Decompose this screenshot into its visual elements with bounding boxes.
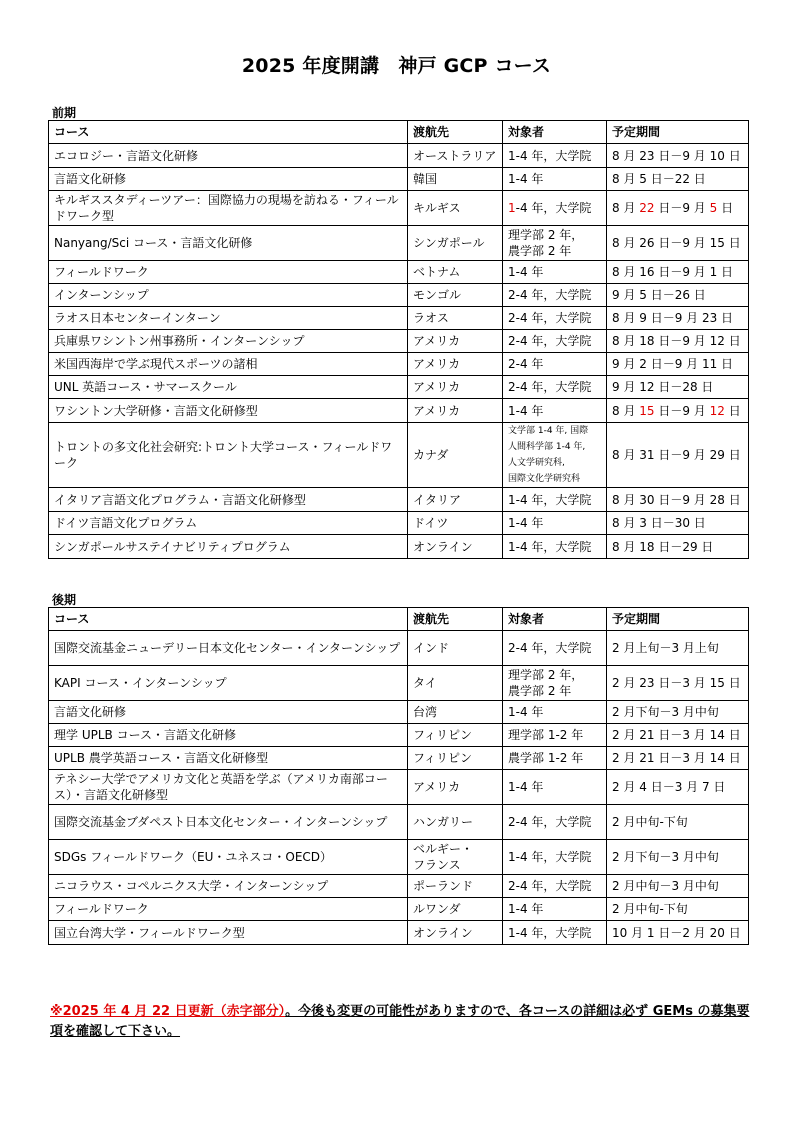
table-row bbox=[49, 701, 749, 724]
target-cell: 理学部 2 年， 農学部 2 年 bbox=[503, 226, 607, 261]
period-cell: 2 月中旬-下旬 bbox=[607, 805, 749, 840]
destination-cell: ポーランド bbox=[408, 875, 503, 898]
period-cell: 2 月下旬－3 月中旬 bbox=[607, 701, 749, 724]
course-cell: エコロジー・言語文化研修 bbox=[49, 144, 408, 168]
page-title: 2025 年度開講 神戸 GCP コース bbox=[241, 55, 552, 77]
header-course: コース bbox=[49, 608, 408, 631]
course-cell: 国際交流基金ニューデリー日本文化センター・インターンシップ bbox=[49, 631, 408, 666]
course-cell: 兵庫県ワシントン州事務所・インターンシップ bbox=[49, 330, 408, 353]
period-cell: 8 月 18 日－9 月 12 日 bbox=[607, 330, 749, 353]
target-cell: 文学部 1-4 年, 国際 人間科学部 1-4 年, 人文学研究科, 国際文化学研究科 bbox=[503, 423, 607, 488]
destination-cell: カナダ bbox=[408, 423, 503, 488]
period-cell: 8 月 16 日－9 月 1 日 bbox=[607, 261, 749, 284]
target-cell: 2-4 年，大学院 bbox=[503, 376, 607, 399]
table-header-row bbox=[49, 121, 749, 144]
section-label-second-term: 後期 bbox=[52, 593, 77, 607]
update-notice-text: 。今後も変更の可能性がありますので、各コースの詳細は必ず GEMs の募集要項を確認して下さい。 bbox=[50, 1004, 750, 1039]
period-cell: 2 月中旬－3 月中旬 bbox=[607, 875, 749, 898]
destination-cell: タイ bbox=[408, 666, 503, 701]
period-cell: 9 月 5 日－26 日 bbox=[607, 284, 749, 307]
period-cell: 8 月 22 日－9 月 5 日 bbox=[607, 191, 749, 226]
destination-cell: ベルギー・ フランス bbox=[408, 840, 503, 875]
destination-cell: アメリカ bbox=[408, 376, 503, 399]
target-cell: 2-4 年，大学院 bbox=[503, 805, 607, 840]
target-cell: 2-4 年，大学院 bbox=[503, 284, 607, 307]
course-cell: フィールドワーク bbox=[49, 898, 408, 921]
course-cell: テネシー大学でアメリカ文化と英語を学ぶ（アメリカ南部コース）・言語文化研修型 bbox=[49, 770, 408, 805]
table-row bbox=[49, 898, 749, 921]
course-cell: インターンシップ bbox=[49, 284, 408, 307]
table-row bbox=[49, 840, 749, 875]
destination-cell: アメリカ bbox=[408, 330, 503, 353]
table-row bbox=[49, 226, 749, 261]
period-cell: 2 月 21 日－3 月 14 日 bbox=[607, 747, 749, 770]
table-row bbox=[49, 921, 749, 945]
header-target: 対象者 bbox=[503, 121, 607, 144]
target-cell: 1-4 年，大学院 bbox=[503, 488, 607, 512]
destination-cell: ドイツ bbox=[408, 512, 503, 535]
target-cell: 1-4 年 bbox=[503, 399, 607, 423]
course-cell: イタリア言語文化プログラム・言語文化研修型 bbox=[49, 488, 408, 512]
period-cell: 8 月 31 日－9 月 29 日 bbox=[607, 423, 749, 488]
header-period: 予定期間 bbox=[607, 121, 749, 144]
table-row bbox=[49, 376, 749, 399]
updated-text: 1 bbox=[508, 201, 516, 215]
period-cell: 2 月上旬－3 月上旬 bbox=[607, 631, 749, 666]
table-row bbox=[49, 805, 749, 840]
target-cell: 1-4 年，大学院 bbox=[503, 840, 607, 875]
header-period: 予定期間 bbox=[607, 608, 749, 631]
table-row bbox=[49, 875, 749, 898]
table-row bbox=[49, 631, 749, 666]
course-cell: UNL 英語コース・サマースクール bbox=[49, 376, 408, 399]
target-cell: 2-4 年，大学院 bbox=[503, 330, 607, 353]
course-cell: UPLB 農学英語コース・言語文化研修型 bbox=[49, 747, 408, 770]
table-row bbox=[49, 399, 749, 423]
period-cell: 2 月 23 日－3 月 15 日 bbox=[607, 666, 749, 701]
target-cell: 1-4 年，大学院 bbox=[503, 191, 607, 226]
target-cell: 2-4 年，大学院 bbox=[503, 875, 607, 898]
update-notice bbox=[50, 1002, 750, 1042]
table-row bbox=[49, 353, 749, 376]
course-cell: 米国西海岸で学ぶ現代スポーツの諸相 bbox=[49, 353, 408, 376]
course-cell: シンガポールサステイナビリティプログラム bbox=[49, 535, 408, 559]
table-row bbox=[49, 284, 749, 307]
course-cell: Nanyang/Sci コース・言語文化研修 bbox=[49, 226, 408, 261]
header-destination: 渡航先 bbox=[408, 121, 503, 144]
target-cell: 1-4 年 bbox=[503, 770, 607, 805]
table-row bbox=[49, 168, 749, 191]
course-cell: 理学 UPLB コース・言語文化研修 bbox=[49, 724, 408, 747]
period-cell: 9 月 2 日－9 月 11 日 bbox=[607, 353, 749, 376]
destination-cell: ラオス bbox=[408, 307, 503, 330]
target-cell: 理学部 2 年， 農学部 2 年 bbox=[503, 666, 607, 701]
target-cell: 1-4 年，大学院 bbox=[503, 535, 607, 559]
period-cell: 8 月 23 日－9 月 10 日 bbox=[607, 144, 749, 168]
destination-cell: キルギス bbox=[408, 191, 503, 226]
table-row bbox=[49, 307, 749, 330]
target-cell: 1-4 年，大学院 bbox=[503, 921, 607, 945]
period-cell: 8 月 18 日－29 日 bbox=[607, 535, 749, 559]
course-cell: ドイツ言語文化プログラム bbox=[49, 512, 408, 535]
course-cell: KAPI コース・インターンシップ bbox=[49, 666, 408, 701]
destination-cell: アメリカ bbox=[408, 353, 503, 376]
section-label-first-term: 前期 bbox=[52, 106, 77, 120]
table-header-row bbox=[49, 608, 749, 631]
table-row bbox=[49, 261, 749, 284]
period-cell: 9 月 12 日－28 日 bbox=[607, 376, 749, 399]
destination-cell: ルワンダ bbox=[408, 898, 503, 921]
target-cell: 1-4 年 bbox=[503, 701, 607, 724]
destination-cell: ベトナム bbox=[408, 261, 503, 284]
updated-text: 15 bbox=[639, 403, 655, 418]
target-cell: 理学部 1-2 年 bbox=[503, 724, 607, 747]
table-row bbox=[49, 770, 749, 805]
destination-cell: アメリカ bbox=[408, 399, 503, 423]
destination-cell: シンガポール bbox=[408, 226, 503, 261]
course-cell: キルギススタディーツアー：国際協力の現場を訪ねる・フィールドワーク型 bbox=[49, 191, 408, 226]
period-cell: 8 月 3 日－30 日 bbox=[607, 512, 749, 535]
target-cell: 2-4 年，大学院 bbox=[503, 631, 607, 666]
table-row bbox=[49, 747, 749, 770]
course-cell: ニコラウス・コペルニクス大学・インターンシップ bbox=[49, 875, 408, 898]
updated-text: 5 bbox=[709, 201, 718, 215]
course-cell: 国際交流基金ブダペスト日本文化センター・インターンシップ bbox=[49, 805, 408, 840]
destination-cell: イタリア bbox=[408, 488, 503, 512]
updated-text: 12 bbox=[709, 403, 725, 418]
target-cell: 1-4 年 bbox=[503, 261, 607, 284]
destination-cell: 韓国 bbox=[408, 168, 503, 191]
target-cell: 2-4 年 bbox=[503, 353, 607, 376]
period-cell: 2 月中旬-下旬 bbox=[607, 898, 749, 921]
target-cell: 1-4 年，大学院 bbox=[503, 144, 607, 168]
target-cell: 1-4 年 bbox=[503, 512, 607, 535]
table-row bbox=[49, 512, 749, 535]
course-cell: 言語文化研修 bbox=[49, 168, 408, 191]
destination-cell: インド bbox=[408, 631, 503, 666]
table-row bbox=[49, 535, 749, 559]
header-target: 対象者 bbox=[503, 608, 607, 631]
table-row bbox=[49, 330, 749, 353]
target-cell: 2-4 年，大学院 bbox=[503, 307, 607, 330]
destination-cell: フィリピン bbox=[408, 747, 503, 770]
destination-cell: 台湾 bbox=[408, 701, 503, 724]
period-cell: 2 月 4 日－3 月 7 日 bbox=[607, 770, 749, 805]
target-cell: 1-4 年 bbox=[503, 168, 607, 191]
course-cell: ワシントン大学研修・言語文化研修型 bbox=[49, 399, 408, 423]
destination-cell: モンゴル bbox=[408, 284, 503, 307]
first-term-table bbox=[48, 120, 749, 559]
period-cell: 2 月下旬－3 月中旬 bbox=[607, 840, 749, 875]
table-row bbox=[49, 724, 749, 747]
target-cell: 1-4 年 bbox=[503, 898, 607, 921]
course-cell: フィールドワーク bbox=[49, 261, 408, 284]
target-cell: 農学部 1-2 年 bbox=[503, 747, 607, 770]
period-cell: 8 月 30 日－9 月 28 日 bbox=[607, 488, 749, 512]
destination-cell: ハンガリー bbox=[408, 805, 503, 840]
table-row bbox=[49, 191, 749, 226]
second-term-table bbox=[48, 607, 749, 945]
destination-cell: オンライン bbox=[408, 921, 503, 945]
course-cell: ラオス日本センターインターン bbox=[49, 307, 408, 330]
course-cell: SDGs フィールドワーク（EU・ユネスコ・OECD） bbox=[49, 840, 408, 875]
table-row bbox=[49, 423, 749, 488]
period-cell: 8 月 5 日－22 日 bbox=[607, 168, 749, 191]
table-row bbox=[49, 144, 749, 168]
destination-cell: アメリカ bbox=[408, 770, 503, 805]
header-course: コース bbox=[49, 121, 408, 144]
period-cell: 8 月 9 日－9 月 23 日 bbox=[607, 307, 749, 330]
course-cell: トロントの多文化社会研究:トロント大学コース・フィールドワーク bbox=[49, 423, 408, 488]
course-cell: 国立台湾大学・フィールドワーク型 bbox=[49, 921, 408, 945]
period-cell: 8 月 15 日－9 月 12 日 bbox=[607, 399, 749, 423]
table-row bbox=[49, 666, 749, 701]
table-row bbox=[49, 488, 749, 512]
period-cell: 8 月 26 日－9 月 15 日 bbox=[607, 226, 749, 261]
destination-cell: フィリピン bbox=[408, 724, 503, 747]
period-cell: 2 月 21 日－3 月 14 日 bbox=[607, 724, 749, 747]
course-cell: 言語文化研修 bbox=[49, 701, 408, 724]
update-notice-date: ※2025 年 4 月 22 日更新（赤字部分） bbox=[50, 1004, 286, 1019]
header-destination: 渡航先 bbox=[408, 608, 503, 631]
updated-text: 22 bbox=[639, 201, 655, 215]
destination-cell: オンライン bbox=[408, 535, 503, 559]
destination-cell: オーストラリア bbox=[408, 144, 503, 168]
period-cell: 10 月 1 日－2 月 20 日 bbox=[607, 921, 749, 945]
